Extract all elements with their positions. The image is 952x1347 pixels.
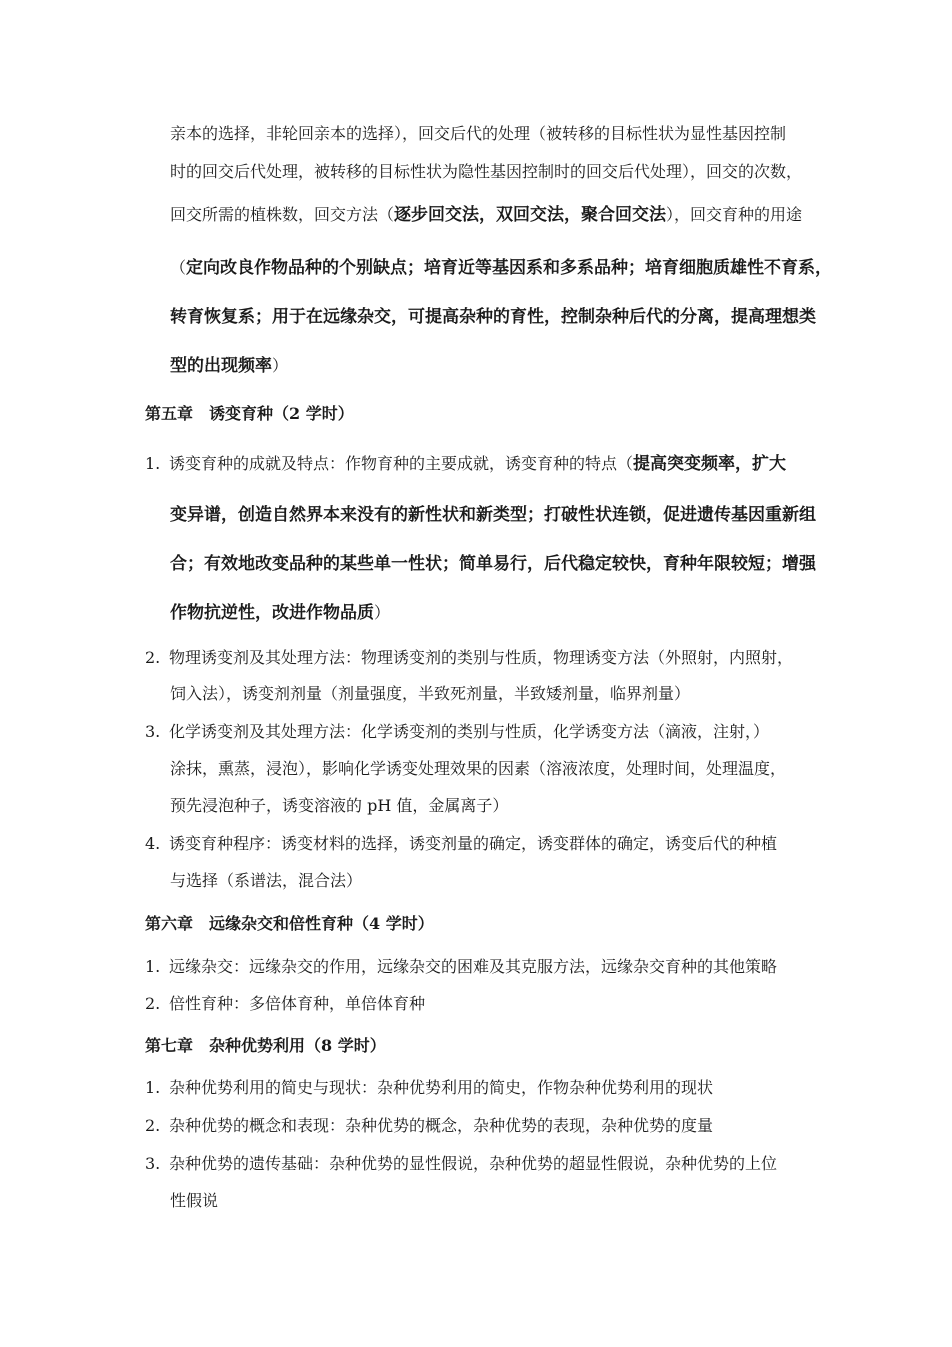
paragraph-line: 预先浸泡种子，诱变溶液的 pH 值，金属离子） [170,796,509,815]
list-item: 2. 物理诱变剂及其处理方法：物理诱变剂的类别与性质，物理诱变方法（外照射，内照射， [145,648,794,667]
emphasis-line: 转育恢复系；用于在远缘杂交，可提高杂种的育性，控制杂种后代的分离，提高理想类 [170,307,816,327]
list-item: 1. 远缘杂交：远缘杂交的作用，远缘杂交的困难及其克服方法，远缘杂交育种的其他策略 [145,957,778,976]
chapter-heading: 第七章 杂种优势利用（8 学时） [145,1036,386,1055]
emphasis-text: 定向改良作物品种的个别缺点；培育近等基因系和多系品种；培育细胞质雄性不育系， [186,258,833,278]
emphasis-line: 变异谱，创造自然界本来没有的新性状和新类型；打破性状连锁，促进遗传基因重新组 [170,505,816,525]
paragraph-line: 亲本的选择，非轮回亲本的选择），回交后代的处理（被转移的目标性状为显性基因控制 [170,124,787,143]
emphasis-line: 合；有效地改变品种的某些单一性状；简单易行，后代稳定较快，育种年限较短；增强 [170,554,816,574]
paragraph-line: 作物抗逆性，改进作物品质） [170,603,391,623]
list-item: 2. 杂种优势的概念和表现：杂种优势的概念，杂种优势的表现，杂种优势的度量 [145,1116,714,1135]
emphasis-text: 逐步回交法，双回交法，聚合回交法 [394,205,667,225]
paragraph-line: 性假说 [170,1191,219,1210]
list-item: 3. 化学诱变剂及其处理方法：化学诱变剂的类别与性质，化学诱变方法（滴液，注射，） [145,722,770,741]
list-item: 1. 杂种优势利用的简史与现状：杂种优势利用的简史，作物杂种优势利用的现状 [145,1078,714,1097]
paragraph-line: 与选择（系谱法，混合法） [170,871,363,890]
chapter-heading: 第六章 远缘杂交和倍性育种（4 学时） [145,914,434,933]
list-item: 3. 杂种优势的遗传基础：杂种优势的显性假说，杂种优势的超显性假说，杂种优势的上位 [145,1154,778,1173]
paragraph-line: 饲入法），诱变剂剂量（剂量强度，半致死剂量，半致矮剂量，临界剂量） [170,684,691,703]
list-item: 4. 诱变育种程序：诱变材料的选择，诱变剂量的确定，诱变群体的确定，诱变后代的种植 [145,834,778,853]
paragraph-line: （定向改良作物品种的个别缺点；培育近等基因系和多系品种；培育细胞质雄性不育系， [170,258,833,278]
chapter-heading: 第五章 诱变育种（2 学时） [145,404,354,423]
paragraph-line: 回交所需的植株数，回交方法（逐步回交法，双回交法，聚合回交法），回交育种的用途 [170,205,803,225]
list-item: 2. 倍性育种：多倍体育种，单倍体育种 [145,994,426,1013]
paragraph-line: 型的出现频率） [170,356,289,376]
paragraph-line: 时的回交后代处理，被转移的目标性状为隐性基因控制时的回交后代处理），回交的次数， [170,162,803,181]
paragraph-line: 涂抹，熏蒸，浸泡），影响化学诱变处理效果的因素（溶液浓度，处理时间，处理温度， [170,759,787,778]
list-item: 1. 诱变育种的成就及特点：作物育种的主要成就，诱变育种的特点（提高突变频率，扩大 [145,454,787,474]
